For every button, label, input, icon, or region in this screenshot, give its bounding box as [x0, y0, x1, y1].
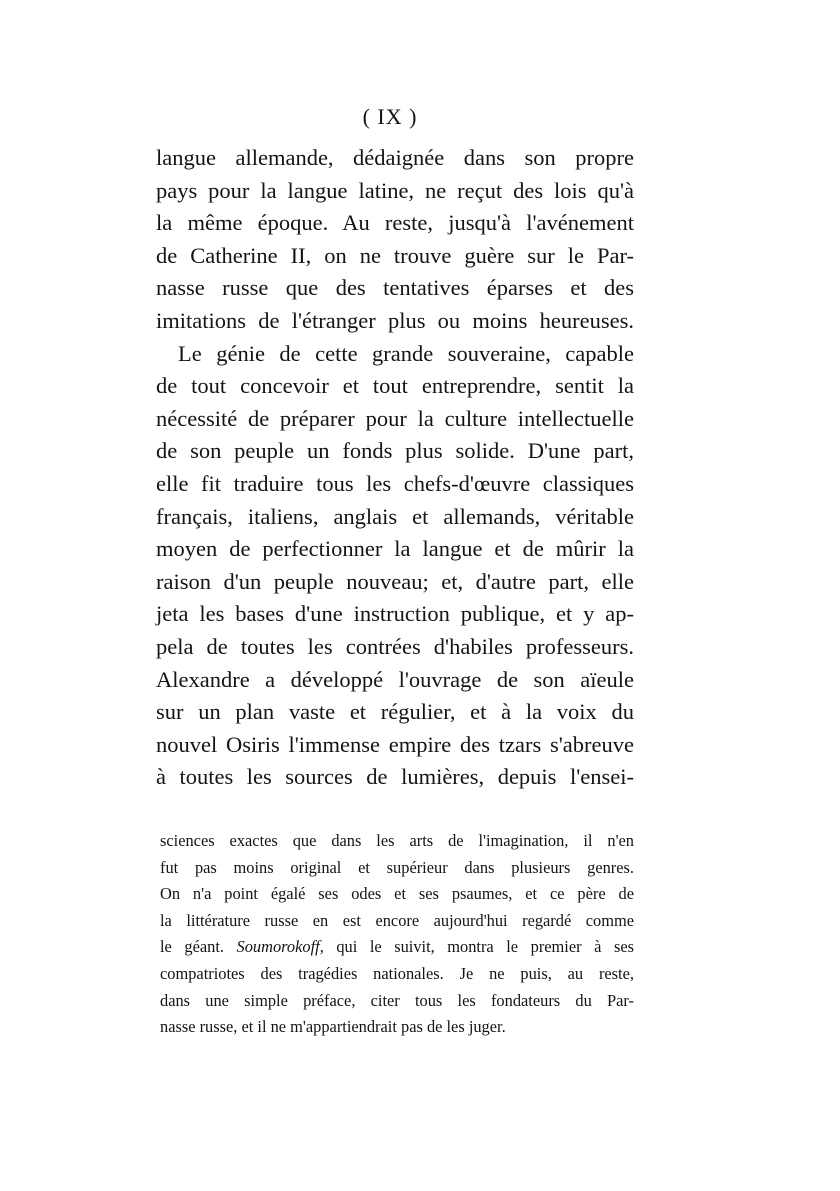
footnote-line: sciences exactes que dans les arts de l'imagination, il n'en [160, 831, 634, 850]
text-line: langue allemande, dédaignée dans son propre [156, 145, 634, 170]
footnote-line: nasse russe, et il ne m'appartiendrait pas de les juger. [160, 1017, 506, 1037]
author-name-italic: Soumorokoff [236, 937, 320, 957]
text-line: raison d'un peuple nouveau; et, d'autre part, elle [156, 568, 634, 594]
footnote-line: fut pas moins original et supérieur dans plusieurs genres. [160, 857, 634, 877]
text-line: français, italiens, anglais et allemands, véritable [156, 503, 634, 529]
text-line: de son peuple un fonds plus solide. D'une part, [156, 438, 634, 464]
footnote-text: le géant. [160, 937, 237, 957]
text-line: elle fit traduire tous les chefs-d'œuvre classiques [156, 470, 634, 496]
text-line: à toutes les sources de lumières, depuis l'ensei- [156, 764, 634, 790]
text-line: imitations de l'étranger plus ou moins heureuses. [156, 307, 634, 333]
text-line: jeta les bases d'une instruction publique, et y ap- [156, 601, 634, 627]
text-line: sur un plan vaste et régulier, et à la voix du [156, 699, 634, 725]
footnote-line: On n'a point égalé ses odes et ses psaumes, et ce père de [160, 884, 634, 904]
footnote-line: dans une simple préface, citer tous les fondateurs du Par- [160, 990, 634, 1010]
text-line: nécessité de préparer pour la culture intellectuelle [156, 405, 634, 431]
page-number: ( IX ) [362, 104, 418, 129]
footnote-line [160, 934, 634, 961]
text-line: Alexandre a développé l'ouvrage de son aïeule [156, 666, 634, 692]
paragraph-start-line: Le génie de cette grande souveraine, capable [178, 340, 634, 366]
text-line: nouvel Osiris l'immense empire des tzars s'abreuve [156, 731, 634, 757]
text-line: la même époque. Au reste, jusqu'à l'avénement [156, 210, 634, 236]
text-line: de tout concevoir et tout entreprendre, sentit la [156, 373, 634, 399]
footnote-line: compatriotes des tragédies nationales. Je ne puis, au reste, [160, 963, 634, 983]
footnote-block [160, 828, 634, 1041]
text-line: nasse russe que des tentatives éparses et des [156, 275, 634, 301]
text-line: de Catherine II, on ne trouve guère sur le Par- [156, 242, 634, 268]
text-line: moyen de perfectionner la langue et de mûrir la [156, 536, 634, 562]
text-line: pela de toutes les contrées d'habiles professeurs. [156, 633, 634, 659]
main-text-block [156, 142, 634, 794]
text-line: pays pour la langue latine, ne reçut des lois qu'à [156, 177, 634, 203]
footnote-text: , qui le suivit, montra le premier à ses [319, 937, 634, 957]
footnote-line: la littérature russe en est encore aujourd'hui regardé comme [160, 910, 634, 930]
